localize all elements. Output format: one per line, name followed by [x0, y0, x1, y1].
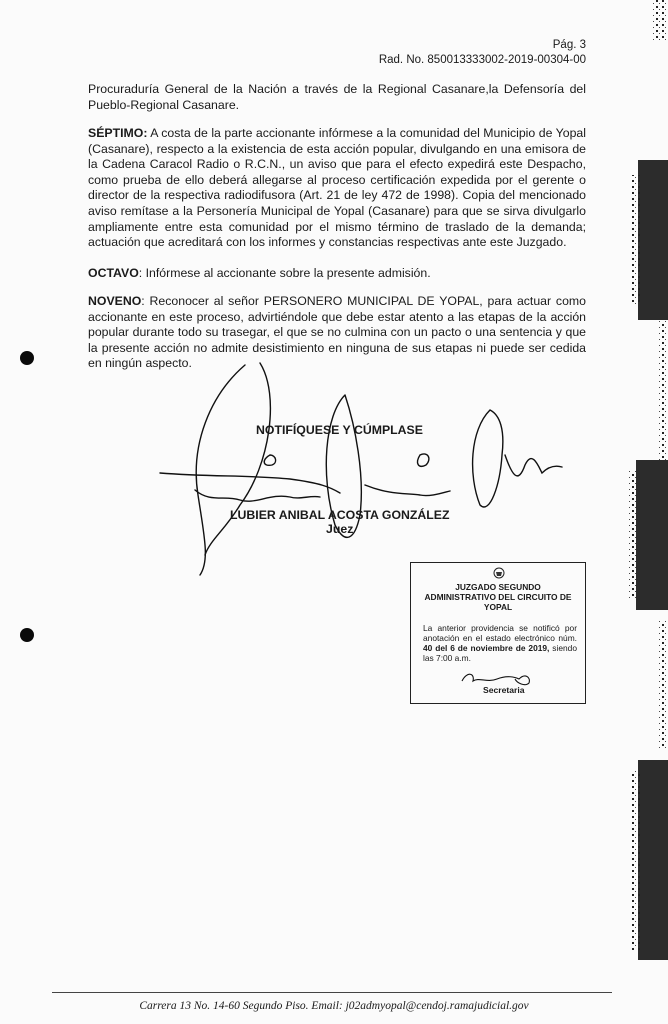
closing-formula: NOTIFÍQUESE Y CÚMPLASE [256, 423, 423, 437]
secretary-label: Secretaria [483, 685, 525, 695]
octavo-label: OCTAVO [88, 266, 139, 280]
footer-divider [52, 992, 612, 993]
handwritten-signature [150, 355, 580, 585]
punch-hole-top [20, 351, 34, 365]
stamp-notice-time: siendo las 7:00 a.m. [423, 643, 577, 664]
judge-name: LUBIER ANIBAL ACOSTA GONZÁLEZ [230, 508, 450, 522]
stamp-notice-text: La anterior providencia se notificó por anotación en el estado electrónico núm. [423, 622, 577, 643]
scan-edge-artifacts [608, 0, 668, 1024]
octavo-text: : Infórmese al accionante sobre la presente admisión. [138, 266, 431, 280]
septimo-paragraph [88, 126, 586, 251]
court-notification-stamp [410, 562, 586, 704]
stamp-title-line-2: ADMINISTRATIVO DEL CIRCUITO DE [424, 592, 572, 603]
stamp-notice [423, 623, 577, 664]
septimo-text: A costa de la parte accionante infórmese a la comunidad del Municipio de Yopal (Casanare), respecto a la existencia de esta acción popular, divulgando en una emisora de la Cadena Caracol Radio o R.C.N., un aviso que para el efecto expedirá este Despacho, como prueba de ello deberá allegarse al proceso certificación expedida por el gerente o director de la respectiva radiodifusora (Art. 21 de ley 472 de 1998). Copia del mencionado aviso remítase a la Personería Municipal de Yopal (Casanare) para que se sirva divulgarlo ampliamente entre esta comunidad por el mismo término de traslado de la demanda; actuación que acreditará con los informes y constancias respectivas ante este Juzgado. [88, 126, 586, 250]
judge-title: Juez [326, 522, 354, 536]
stamp-title-line-1: JUZGADO SEGUNDO [455, 582, 541, 592]
septimo-label: SÉPTIMO: [88, 126, 148, 140]
intro-paragraph: Procuraduría General de la Nación a través de la Regional Casanare,la Defensoría del Pueblo-Regional Casanare. [88, 82, 586, 112]
octavo-paragraph [88, 266, 586, 282]
stamp-title-line-3: YOPAL [483, 602, 513, 613]
noveno-label: NOVENO [88, 294, 142, 308]
noveno-text: : Reconocer al señor PERSONERO MUNICIPAL DE YOPAL, para actuar como accionante en este proceso, advirtiéndole que debe estar atento a las etapas de la acción popular durante todo su trasegar, el que se no culmina con un pacto o una sentencia y que la presente acción no admite desistimiento en ninguna de sus etapas ni puede ser cedida en ningún aspecto. [88, 294, 586, 371]
coat-of-arms-icon [493, 567, 505, 579]
stamp-notice-date: 40 del 6 de noviembre de 2019, [423, 643, 550, 654]
footer-address: Carrera 13 No. 14-60 Segundo Piso. Email: j02admyopal@cendoj.ramajudicial.gov [139, 1000, 529, 1012]
page-number: Pág. 3 [552, 39, 586, 51]
case-number: Rad. No. 850013333002-2019-00304-00 [378, 54, 586, 66]
punch-hole-bottom [20, 628, 34, 642]
